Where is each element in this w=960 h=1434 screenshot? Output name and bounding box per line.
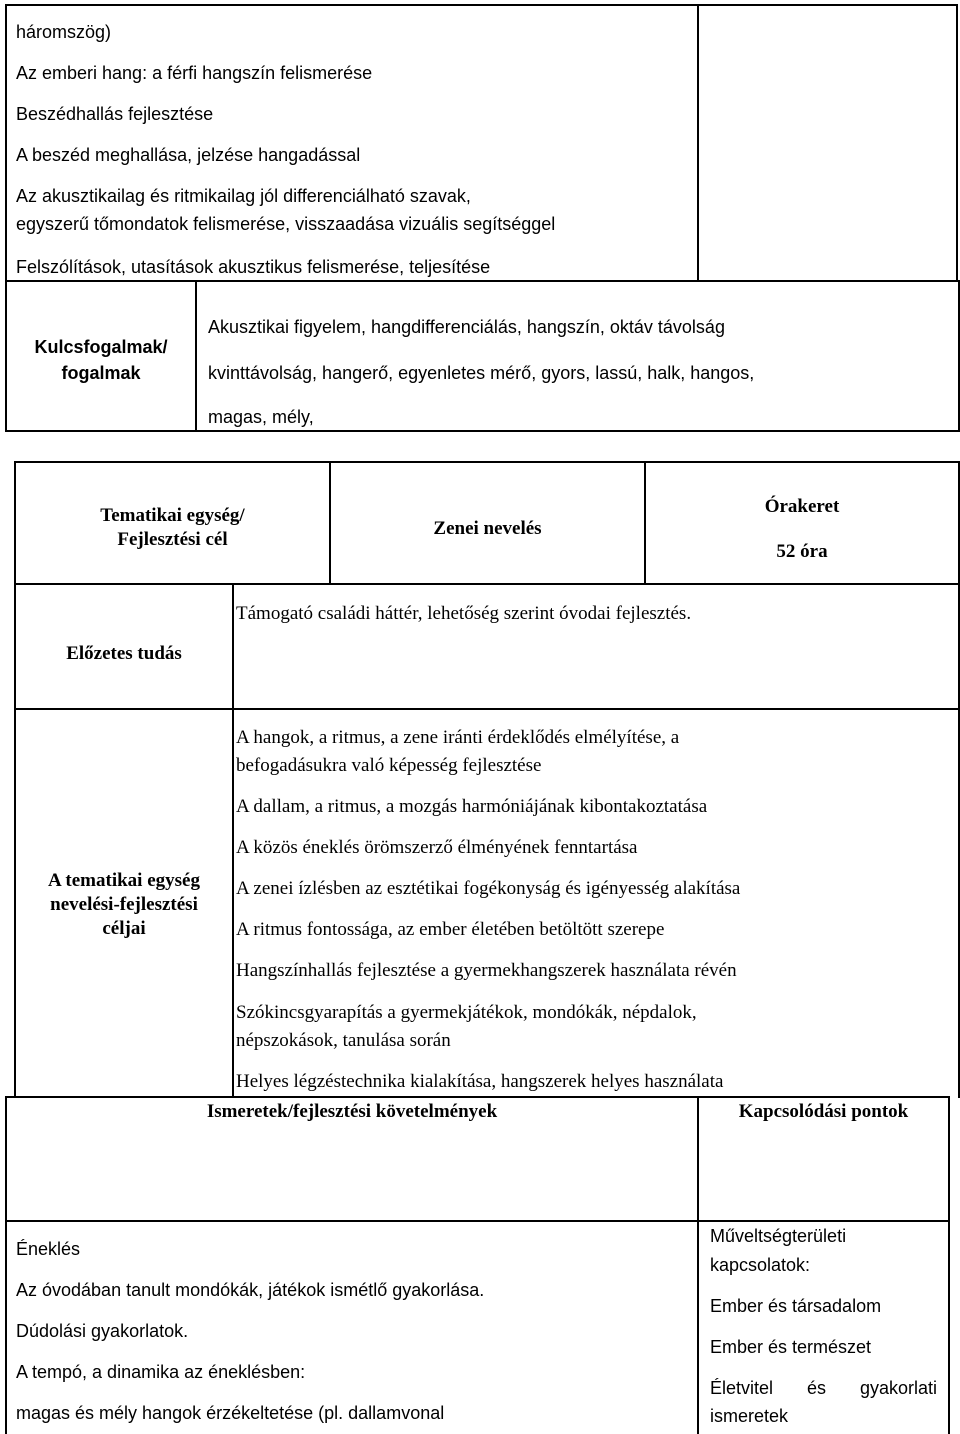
requirements-line: Dúdolási gyakorlatok. (16, 1321, 189, 1341)
requirements-line: magas és mély hangok érzékeltetése (pl. dallamvonal (16, 1403, 445, 1423)
content-line: Az emberi hang: a férfi hangszín felismerése (16, 63, 373, 83)
connection-line: Életvitel és gyakorlati (710, 1378, 937, 1398)
goal-item: A dallam, a ritmus, a mozgás harmóniájának kibontakoztatása (236, 796, 708, 817)
connection-line: ismeretek (710, 1406, 789, 1426)
column-divider (644, 461, 646, 585)
unit-label: Tematikai egység/ Fejlesztési cél (100, 505, 245, 550)
requirements-line: A tempó, a dinamika az éneklésben: (16, 1362, 306, 1382)
column-divider (232, 583, 234, 710)
content-line: Felszólítások, utasítások akusztikus felismerése, teljesítése (16, 257, 491, 277)
content-line: A beszéd meghallása, jelzése hangadással (16, 145, 361, 165)
goals-label: A tematikai egység nevelési-fejlesztési céljai (48, 870, 200, 939)
connection-line: Műveltségterületi (710, 1226, 847, 1246)
goal-item: Hangszínhallás fejlesztése a gyermekhangszerek használata révén (236, 960, 737, 981)
hours-value: 52 óra (776, 541, 828, 562)
goal-item: Szókincsgyarapítás a gyermekjátékok, mondókák, népdalok, (236, 1002, 697, 1023)
content-line: Az akusztikailag és ritmikailag jól differenciálható szavak, (16, 186, 471, 206)
goal-item: népszokások, tanulása során (236, 1030, 451, 1051)
content-table-top (5, 4, 958, 282)
column-divider (195, 280, 197, 432)
column-divider (697, 4, 699, 282)
requirements-col1-header: Ismeretek/fejlesztési követelmények (206, 1101, 498, 1122)
column-divider (232, 708, 234, 1098)
goal-item: Helyes légzéstechnika kialakítása, hangszerek helyes használata (236, 1071, 724, 1092)
goal-item: A zenei ízlésben az esztétikai fogékonyság és igényesség alakítása (236, 878, 741, 899)
unit-title: Zenei nevelés (433, 518, 542, 539)
requirements-col2-header: Kapcsolódási pontok (738, 1101, 909, 1122)
connection-line: Ember és természet (710, 1337, 872, 1357)
column-divider (697, 1096, 699, 1434)
key-concepts-line: kvinttávolság, hangerő, egyenletes mérő, gyors, lassú, halk, hangos, (208, 363, 755, 383)
goal-item: befogadásukra való képesség fejlesztése (236, 755, 542, 776)
hours-label: Órakeret (764, 496, 840, 517)
key-concepts-label: Kulcsfogalmak/ fogalmak (34, 337, 168, 383)
connection-line: kapcsolatok: (710, 1255, 811, 1275)
key-concepts-line: Akusztikai figyelem, hangdifferenciálás, hangszín, oktáv távolság (208, 317, 725, 337)
goal-item: A ritmus fontossága, az ember életében betöltött szerepe (236, 919, 665, 940)
connection-line: Ember és társadalom (710, 1296, 882, 1316)
row-divider (5, 1220, 950, 1222)
content-line: háromszög) (16, 22, 112, 42)
content-line: egyszerű tőmondatok felismerése, visszaadása vizuális segítséggel (16, 214, 556, 234)
requirements-line: Az óvodában tanult mondókák, játékok ismétlő gyakorlása. (16, 1280, 485, 1300)
content-line: Beszédhallás fejlesztése (16, 104, 214, 124)
goal-item: A hangok, a ritmus, a zene iránti érdeklődés elmélyítése, a (236, 727, 680, 748)
prior-knowledge-text: Támogató családi háttér, lehetőség szerint óvodai fejlesztés. (236, 603, 692, 624)
goal-item: A közös éneklés örömszerző élményének fenntartása (236, 837, 638, 858)
prior-knowledge-label: Előzetes tudás (66, 643, 182, 664)
requirements-line: Éneklés (16, 1239, 81, 1259)
key-concepts-line: magas, mély, (208, 407, 314, 427)
